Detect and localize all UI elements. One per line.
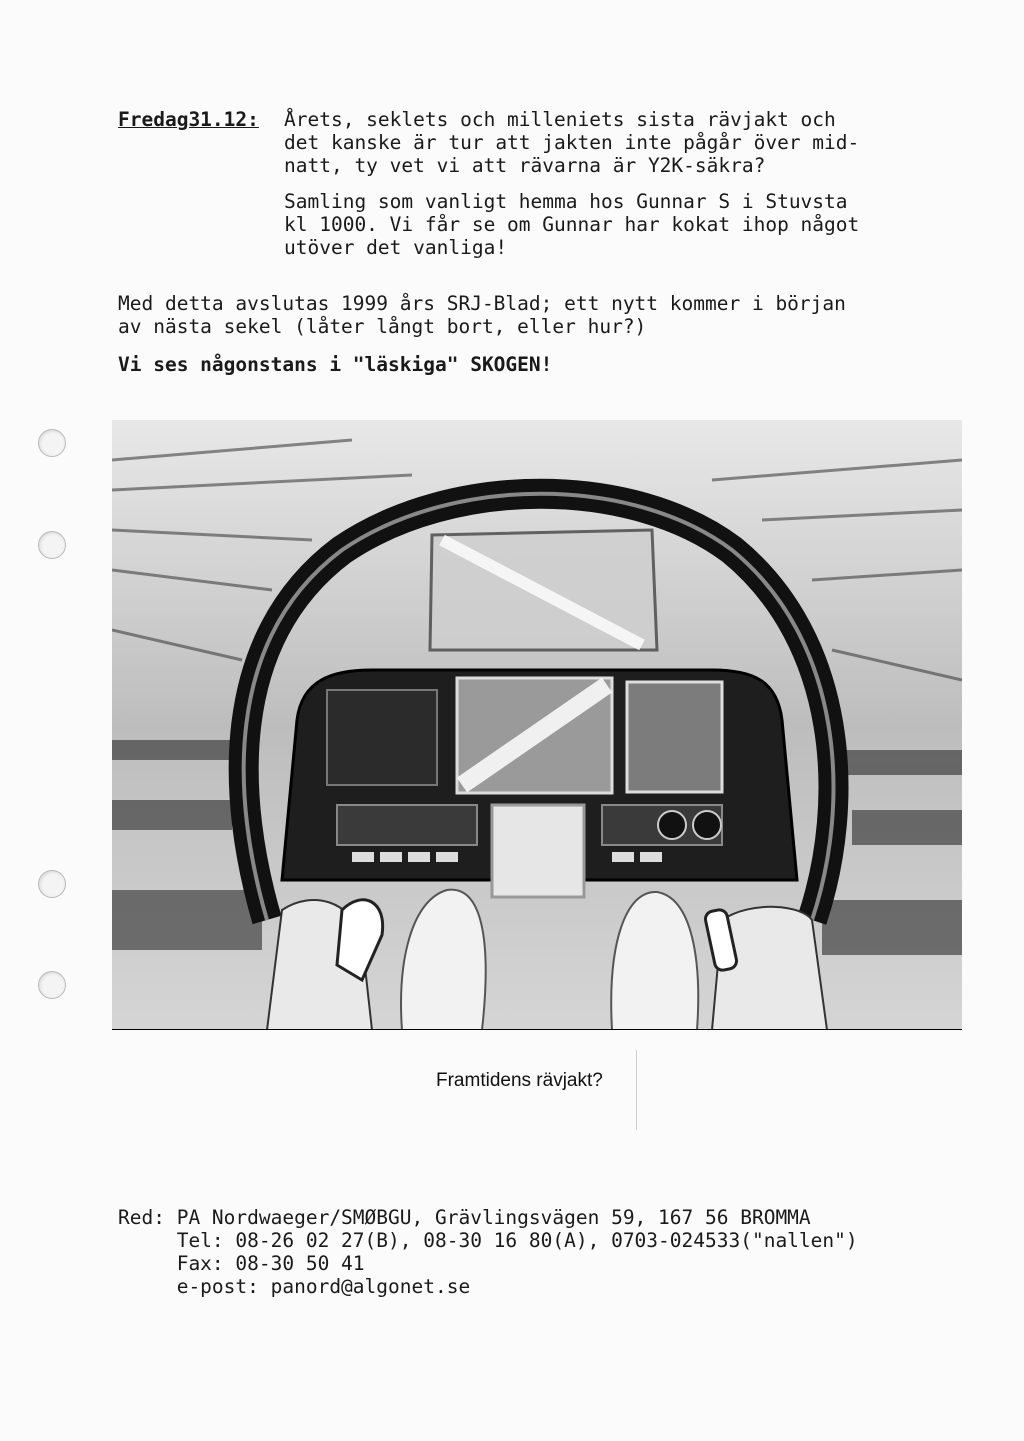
editor-line-1: Red: PA Nordwaeger/SMØBGU, Grävlingsvägen 59, 167 56 BROMMA: [118, 1206, 811, 1229]
intro-line-3: natt, ty vet vi att rävarna är Y2K-säkra?: [284, 154, 766, 177]
intro-line-1: Årets, seklets och milleniets sista rävjakt och: [284, 108, 836, 131]
scan-edge-line: [636, 1050, 637, 1130]
closing-line-2: av nästa sekel (låter långt bort, eller hur?): [118, 315, 647, 338]
intro-line-2: det kanske är tur att jakten inte pågår över mid-: [284, 131, 860, 154]
meeting-line-3: utöver det vanliga!: [284, 236, 508, 259]
punch-hole-1: [38, 429, 66, 457]
punch-hole-2: [38, 531, 66, 559]
editor-line-3: Fax: 08-30 50 41: [118, 1252, 365, 1275]
illustration-caption: Framtidens rävjakt?: [436, 1070, 603, 1091]
closing-slogan: Vi ses någonstans i "läskiga" SKOGEN!: [118, 353, 553, 376]
punch-hole-4: [38, 971, 66, 999]
punch-hole-3: [38, 870, 66, 898]
meeting-line-2: kl 1000. Vi får se om Gunnar har kokat ihop något: [284, 213, 860, 236]
editor-line-2: Tel: 08-26 02 27(B), 08-30 16 80(A), 0703-024533("nallen"): [118, 1229, 858, 1252]
meeting-line-1: Samling som vanligt hemma hos Gunnar S i Stuvsta: [284, 190, 848, 213]
editor-email-line: e-post: panord@algonet.se: [118, 1275, 471, 1298]
closing-line-1: Med detta avslutas 1999 års SRJ-Blad; ett nytt kommer i början: [118, 292, 846, 315]
date-label: Fredag31.12:: [118, 108, 259, 131]
fighter-cockpit-illustration: [112, 420, 962, 1030]
